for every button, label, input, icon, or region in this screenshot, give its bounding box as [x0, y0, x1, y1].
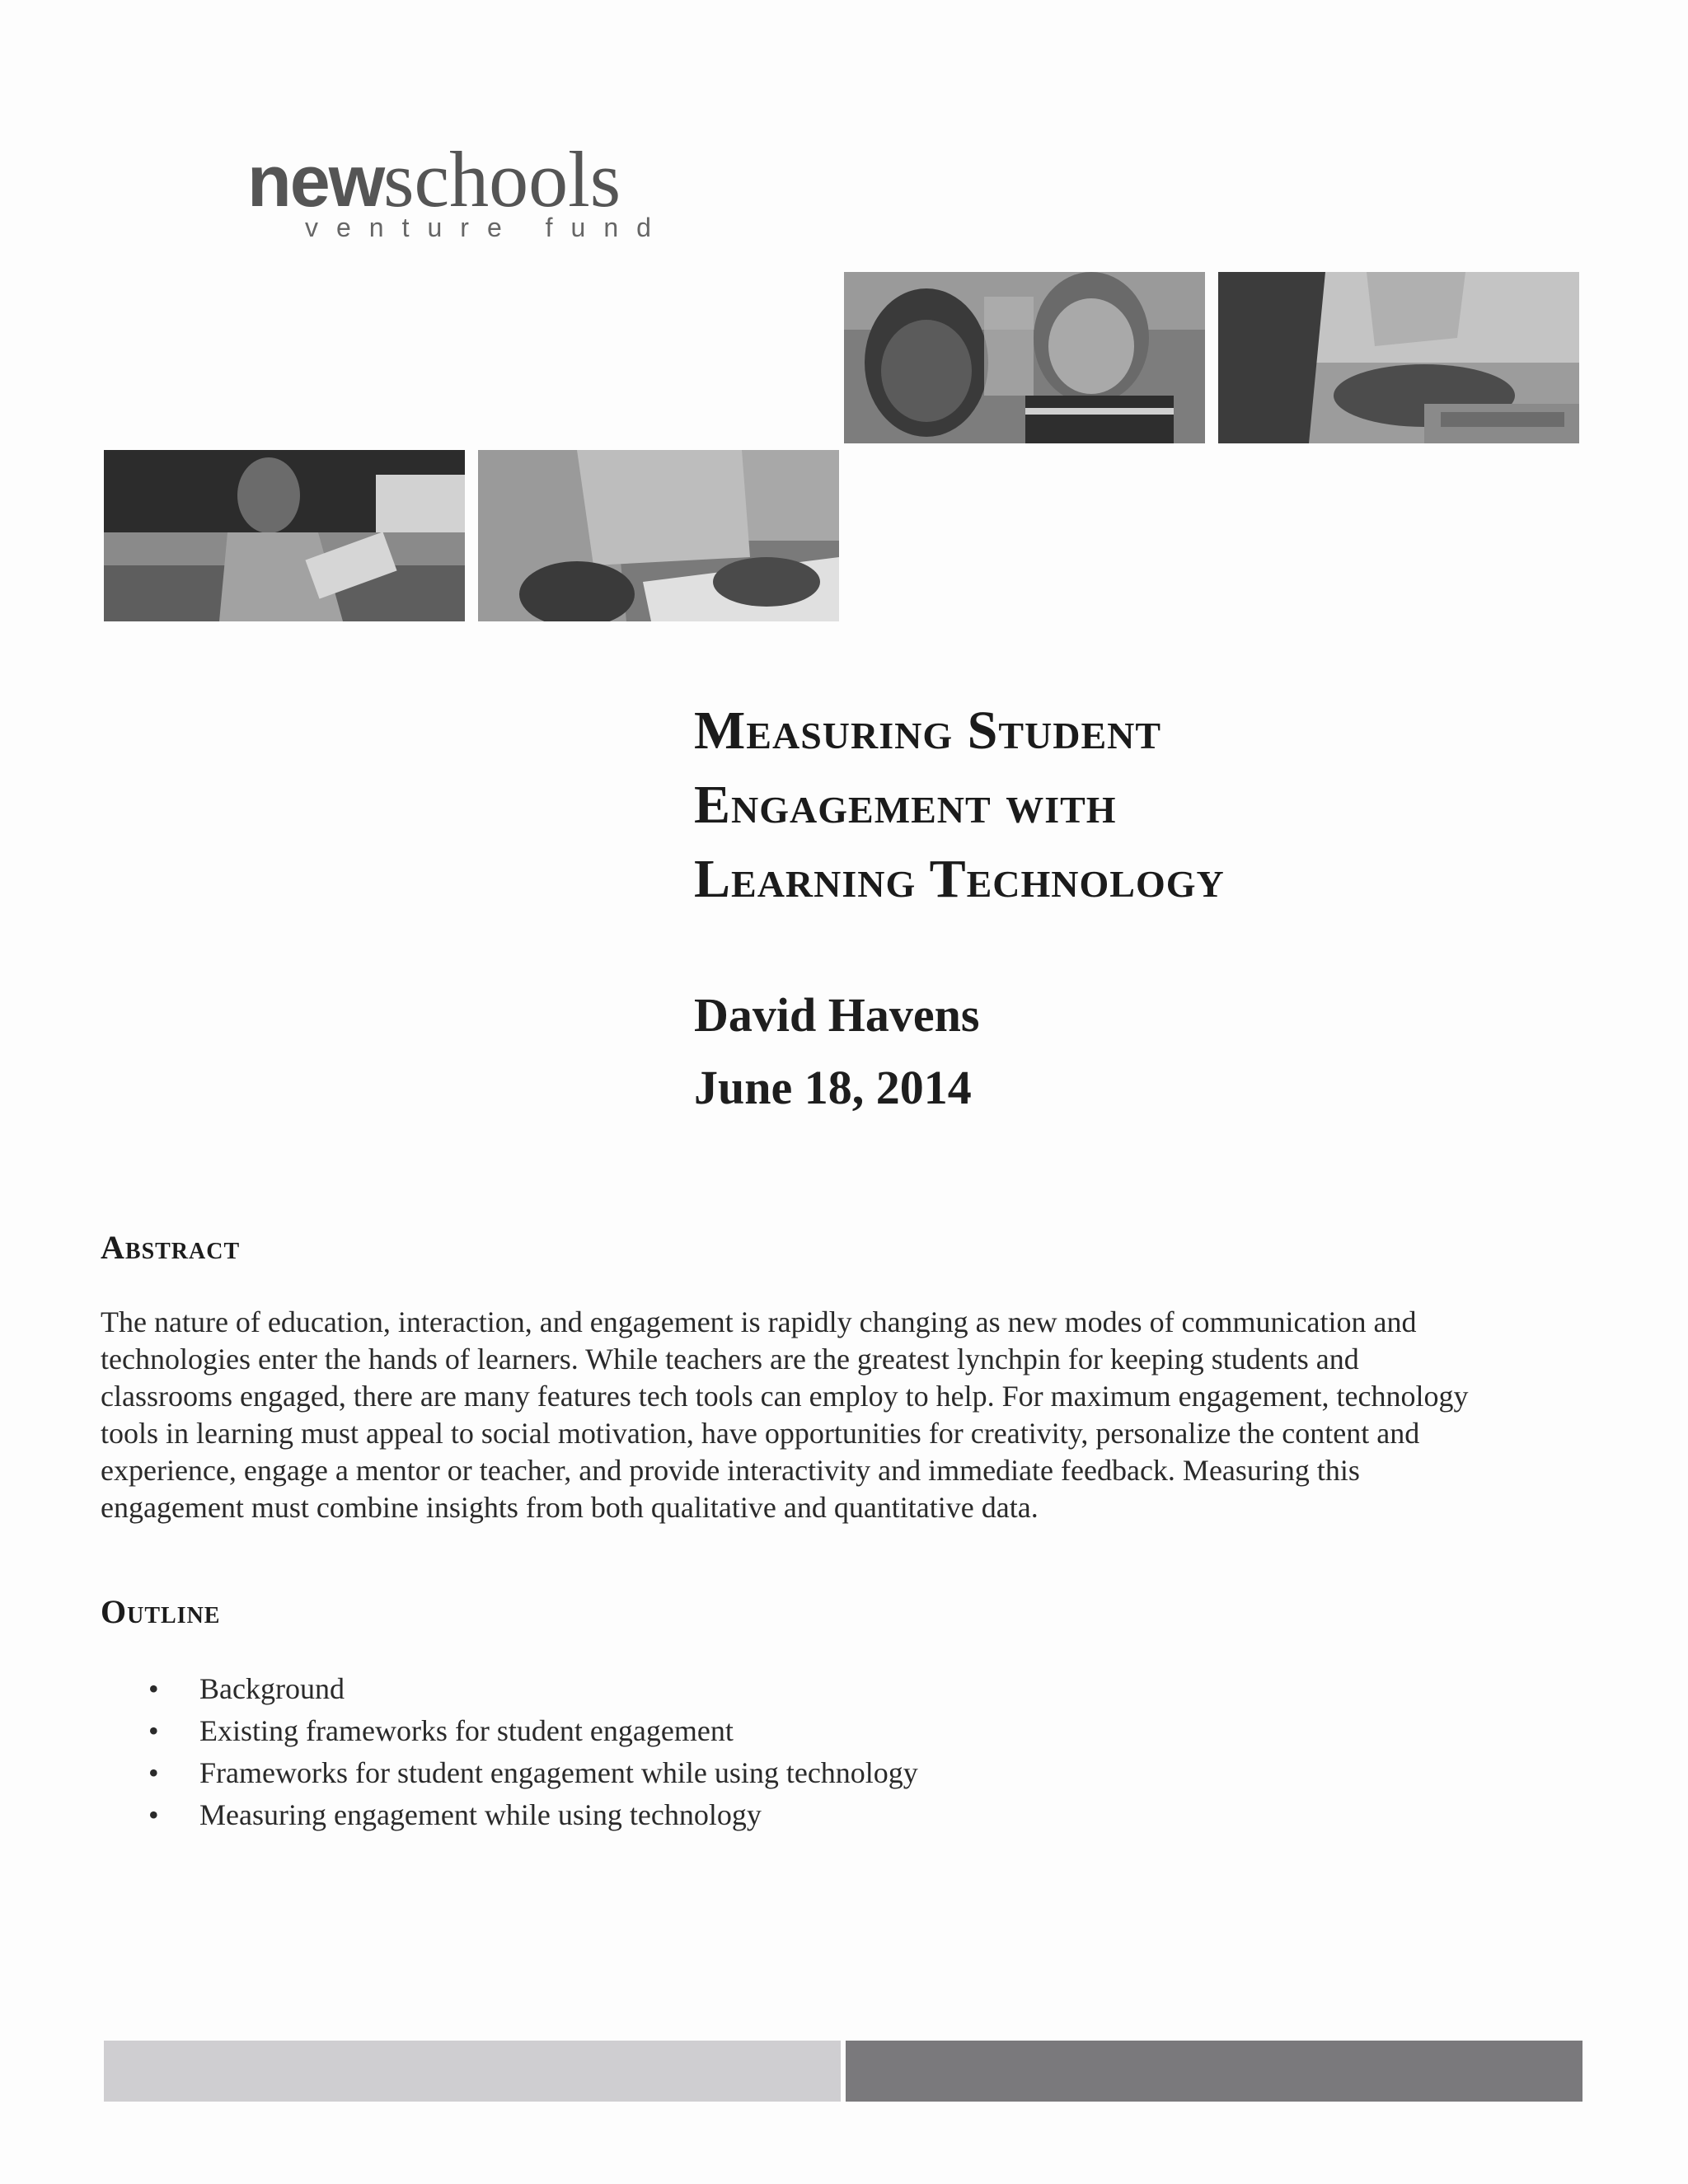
author-block: [694, 979, 979, 1124]
document-title: [694, 694, 1518, 916]
abstract-line: The nature of education, interaction, and engagement is rapidly changing as new modes of communication and: [101, 1305, 1417, 1338]
logo-word-schools: schools: [383, 135, 621, 223]
abstract-paragraph: [101, 1304, 1584, 1526]
abstract-line: technologies enter the hands of learners. While teachers are the greatest lynchpin for keeping students and: [101, 1343, 1359, 1376]
abstract-line: experience, engage a mentor or teacher, and provide interactivity and immediate feedback. Measuring this: [101, 1454, 1360, 1487]
abstract-line: engagement must combine insights from both qualitative and quantitative data.: [101, 1491, 1039, 1524]
footer-bar-light: [104, 2041, 841, 2102]
outline-item: • Measuring engagement while using technology: [148, 1794, 918, 1836]
outline-item: • Existing frameworks for student engagement: [148, 1710, 918, 1752]
author-name: David Havens: [694, 988, 980, 1042]
outline-heading: Outline: [101, 1593, 221, 1630]
newschools-logo: [247, 135, 709, 247]
photo-student-reading: [104, 450, 465, 621]
logo-word-new: new: [247, 140, 384, 222]
photo-hand-keyboard: [1218, 272, 1579, 443]
abstract-line: tools in learning must appeal to social motivation, have opportunities for creativity, personalize the content and: [101, 1417, 1420, 1450]
abstract-heading: Abstract: [101, 1229, 241, 1266]
title-line: Learning Technology: [694, 849, 1225, 909]
outline-item: • Background: [148, 1668, 918, 1710]
logo-subtitle: venture fund: [305, 213, 669, 242]
photo-student-writing: [478, 450, 839, 621]
logo-wordmark: [247, 135, 621, 223]
photo-students-smiling: [844, 272, 1205, 443]
title-line: Measuring Student: [694, 701, 1162, 761]
abstract-line: classrooms engaged, there are many features tech tools can employ to help. For maximum engagement, technology: [101, 1380, 1469, 1413]
outline-list: [148, 1668, 918, 1836]
footer-bar-dark: [846, 2041, 1582, 2102]
outline-item: • Frameworks for student engagement while using technology: [148, 1752, 918, 1794]
title-line: Engagement with: [694, 775, 1117, 835]
publication-date: June 18, 2014: [694, 1061, 972, 1114]
